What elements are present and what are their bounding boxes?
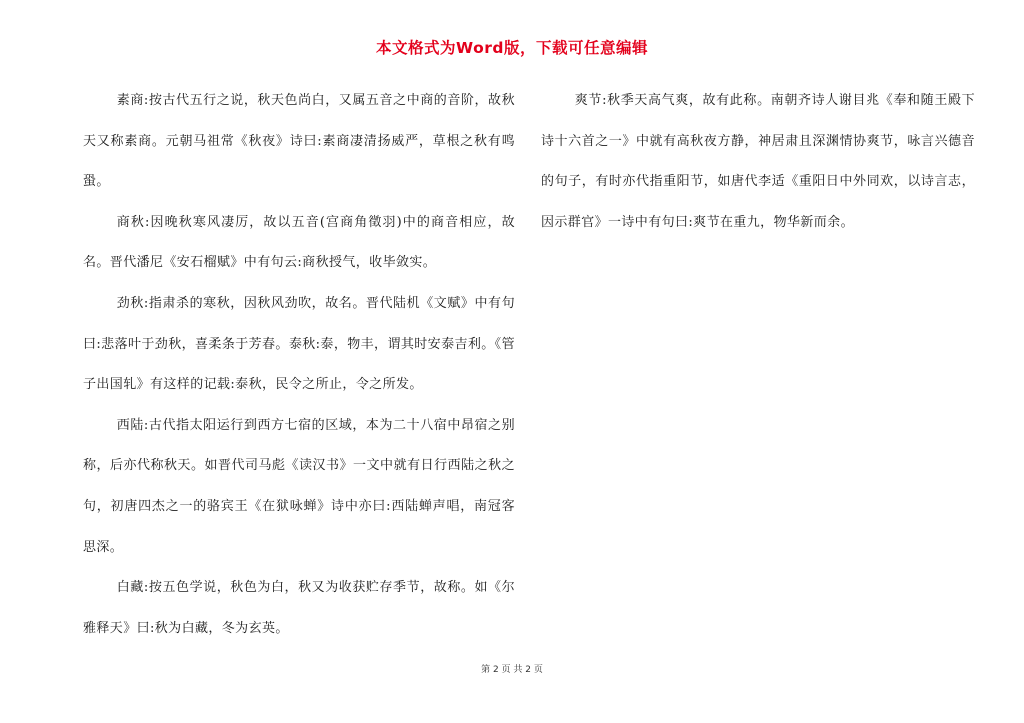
paragraph-jin-qiu: 劲秋:指肃杀的寒秋，因秋风劲吹，故名。晋代陆机《文赋》中有句曰:悲落叶于劲秋，喜柔条于芳春。泰秋:泰，物丰，谓其时安泰吉利。《管子出国轧》有这样的记载:泰秋，民令之所止，令之所发。 [83,295,515,393]
paragraph-bai-cang: 白藏:按五色学说，秋色为白，秋又为收获贮存季节，故称。如《尔雅释天》曰:秋为白藏，冬为玄英。 [83,580,515,636]
right-column [541,81,975,243]
page-number: 第 2 页 共 2 页 [481,665,543,675]
paragraph-su-shang: 素商:按古代五行之说，秋天色尚白，又属五音之中商的音阶，故秋天又称素商。元朝马祖常《秋夜》诗曰:素商凄清扬威严，草根之秋有鸣蛩。 [83,93,515,190]
paragraph-shuang-jie: 爽节:秋季天高气爽，故有此称。南朝齐诗人谢目兆《奉和随王殿下诗十六首之一》中就有高秋夜方静，神居肃且深渊情协爽节，咏言兴德音的句子，有时亦代指重阳节，如唐代李适《重阳日中外同欢，以诗言志，因示群官》一诗中有句曰:爽节在重九，物华新而余。 [541,93,975,230]
left-column [83,81,515,649]
document-banner: 本文格式为Word版，下载可任意编辑 [376,39,648,57]
paragraph-shang-qiu: 商秋:因晚秋寒风凄厉，故以五音(宫商角徵羽)中的商音相应，故名。晋代潘尼《安石榴赋》中有句云:商秋授气，收毕敛实。 [83,214,515,271]
paragraph-xi-lu: 西陆:古代指太阳运行到西方七宿的区域，本为二十八宿中昂宿之别称，后亦代称秋天。如晋代司马彪《读汉书》一文中就有日行西陆之秋之句，初唐四杰之一的骆宾王《在狱咏蝉》诗中亦曰:西陆蝉声唱，南冠客思深。 [83,417,515,555]
